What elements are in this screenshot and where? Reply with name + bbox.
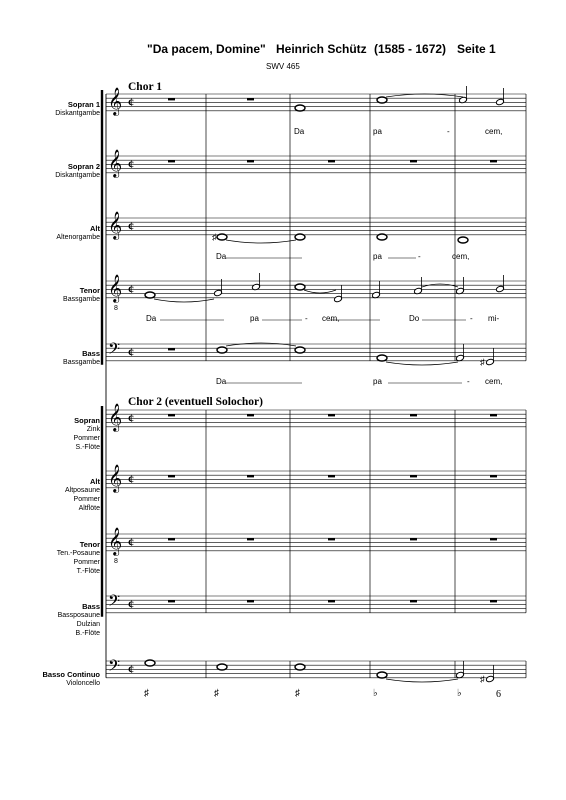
tie-arc <box>304 290 336 293</box>
figured-bass-symbol: ♯ <box>144 688 149 699</box>
instrument-name: Dulzian <box>76 621 100 628</box>
lyric-syllable: pa <box>373 252 382 261</box>
lyric-syllable: - <box>418 252 421 261</box>
whole-note <box>217 234 227 240</box>
bass-clef-icon: 𝄢 <box>108 340 121 362</box>
whole-rest <box>247 160 254 162</box>
instrument-name: T.-Flöte <box>76 568 100 575</box>
figured-bass-symbol: ♯ <box>295 688 300 699</box>
whole-note <box>458 237 468 243</box>
instrument-name: Altflöte <box>78 505 100 512</box>
whole-rest <box>410 475 417 477</box>
page-number: Seite 1 <box>457 42 496 56</box>
bass-clef-icon: 𝄢 <box>108 592 121 614</box>
tie-arc <box>226 240 296 243</box>
tie-arc <box>386 362 458 365</box>
whole-rest <box>490 414 497 416</box>
whole-note <box>145 660 155 666</box>
whole-rest <box>328 538 335 540</box>
piece-title: "Da pacem, Domine" <box>147 42 266 56</box>
whole-rest <box>168 98 175 100</box>
whole-rest <box>490 600 497 602</box>
tie-arc <box>154 299 214 302</box>
staff-name: Sopran <box>74 416 100 425</box>
whole-note <box>377 97 387 103</box>
whole-rest <box>247 414 254 416</box>
whole-rest <box>328 600 335 602</box>
treble-clef-icon: 𝄞 <box>108 211 123 239</box>
octave-marker-icon: 8 <box>114 558 118 565</box>
staff-name: Sopran 2 <box>67 162 100 171</box>
instrument-name: Altposaune <box>64 487 100 494</box>
whole-rest <box>410 538 417 540</box>
composer-name: Heinrich Schütz <box>276 42 367 56</box>
common-time-icon: ¢ <box>128 472 134 486</box>
staff-name: Bass <box>82 602 100 611</box>
instrument-name: Diskantgambe <box>55 110 100 117</box>
common-time-icon: ¢ <box>128 219 134 233</box>
whole-rest <box>168 348 175 350</box>
lyric-syllable: Do <box>409 314 420 323</box>
common-time-icon: ¢ <box>128 535 134 549</box>
lyric-syllable: - <box>447 127 450 136</box>
lyric-syllable: Da <box>146 314 157 323</box>
lyric-syllable: cem, <box>485 377 503 386</box>
treble-clef-icon: 𝄞 <box>108 87 123 115</box>
instrument-name: S.-Flöte <box>75 444 100 451</box>
octave-marker-icon: 8 <box>114 305 118 312</box>
staff-name: Sopran 1 <box>67 100 100 109</box>
common-time-icon: ¢ <box>128 411 134 425</box>
lyric-syllable: pa <box>373 377 382 386</box>
treble-clef-icon: 𝄞 <box>108 527 123 555</box>
lyric-syllable: Da <box>216 252 227 261</box>
staff-name: Bass <box>82 349 100 358</box>
staff-name: Alt <box>90 477 100 486</box>
staff-name: Tenor <box>79 540 100 549</box>
figured-bass-symbol: ♯ <box>214 688 219 699</box>
lyric-syllable: cem, <box>485 127 503 136</box>
staff-name: Alt <box>90 224 100 233</box>
treble-clef-icon: 𝄞 <box>108 149 123 177</box>
whole-note <box>145 292 155 298</box>
choir2-heading: Chor 2 (eventuell Solochor) <box>128 396 263 408</box>
whole-note <box>295 105 305 111</box>
whole-rest <box>247 98 254 100</box>
instrument-name: Bassgambe <box>63 296 100 303</box>
lyric-syllable: pa <box>373 127 382 136</box>
tie-arc <box>226 343 296 346</box>
whole-note <box>295 347 305 353</box>
treble-clef-icon: 𝄞 <box>108 274 123 302</box>
figured-bass-symbol: 6 <box>496 689 501 700</box>
whole-rest <box>490 475 497 477</box>
common-time-icon: ¢ <box>128 157 134 171</box>
bass-clef-icon: 𝄢 <box>108 657 121 679</box>
whole-rest <box>328 475 335 477</box>
common-time-icon: ¢ <box>128 662 134 676</box>
instrument-name: Diskantgambe <box>55 172 100 179</box>
instrument-name: Pommer <box>73 435 100 442</box>
lyric-syllable: Da <box>294 127 305 136</box>
whole-rest <box>410 600 417 602</box>
instrument-name: Zink <box>86 426 100 433</box>
whole-rest <box>247 538 254 540</box>
whole-rest <box>247 475 254 477</box>
staff-name: Tenor <box>79 286 100 295</box>
whole-rest <box>490 538 497 540</box>
instrument-name: Altenorgambe <box>56 234 100 241</box>
tie-arc <box>386 679 458 682</box>
common-time-icon: ¢ <box>128 282 134 296</box>
instrument-name: Pommer <box>73 559 100 566</box>
composer-dates: (1585 - 1672) <box>374 42 447 56</box>
instrument-name: Ten.-Posaune <box>56 550 100 557</box>
figured-bass-symbol: ♭ <box>373 688 378 699</box>
whole-rest <box>328 160 335 162</box>
whole-rest <box>168 414 175 416</box>
treble-clef-icon: 𝄞 <box>108 403 123 431</box>
lyric-syllable: - <box>305 314 308 323</box>
whole-rest <box>168 160 175 162</box>
instrument-name: Bassgambe <box>63 359 100 366</box>
whole-note <box>217 664 227 670</box>
sharp-icon: ♯ <box>212 232 217 242</box>
common-time-icon: ¢ <box>128 345 134 359</box>
instrument-name: Pommer <box>73 496 100 503</box>
whole-rest <box>168 475 175 477</box>
staff-name: Basso Continuo <box>42 670 100 679</box>
catalog-number: SWV 465 <box>266 62 300 71</box>
whole-rest <box>410 160 417 162</box>
whole-rest <box>490 160 497 162</box>
whole-note <box>377 355 387 361</box>
lyric-syllable: mi- <box>488 314 500 323</box>
whole-note <box>295 234 305 240</box>
lyric-syllable: - <box>467 377 470 386</box>
lyric-syllable: - <box>470 314 473 323</box>
choir1-heading: Chor 1 <box>128 81 162 93</box>
whole-rest <box>410 414 417 416</box>
whole-rest <box>247 600 254 602</box>
whole-rest <box>168 600 175 602</box>
instrument-name: Violoncello <box>66 680 100 687</box>
common-time-icon: ¢ <box>128 95 134 109</box>
instrument-name: Bassposaune <box>57 612 100 619</box>
whole-note <box>217 347 227 353</box>
whole-rest <box>168 538 175 540</box>
lyric-syllable: cem, <box>322 314 340 323</box>
whole-note <box>295 664 305 670</box>
whole-note <box>295 284 305 290</box>
sharp-icon: ♯ <box>480 357 485 367</box>
whole-note <box>377 234 387 240</box>
figured-bass-symbol: ♭ <box>457 688 462 699</box>
lyric-syllable: pa <box>250 314 259 323</box>
lyric-syllable: cem, <box>452 252 470 261</box>
common-time-icon: ¢ <box>128 597 134 611</box>
treble-clef-icon: 𝄞 <box>108 464 123 492</box>
whole-note <box>377 672 387 678</box>
instrument-name: B.-Flöte <box>75 630 100 637</box>
sharp-icon: ♯ <box>480 674 485 684</box>
tie-arc <box>386 94 463 97</box>
whole-rest <box>328 414 335 416</box>
lyric-syllable: Da <box>216 377 227 386</box>
